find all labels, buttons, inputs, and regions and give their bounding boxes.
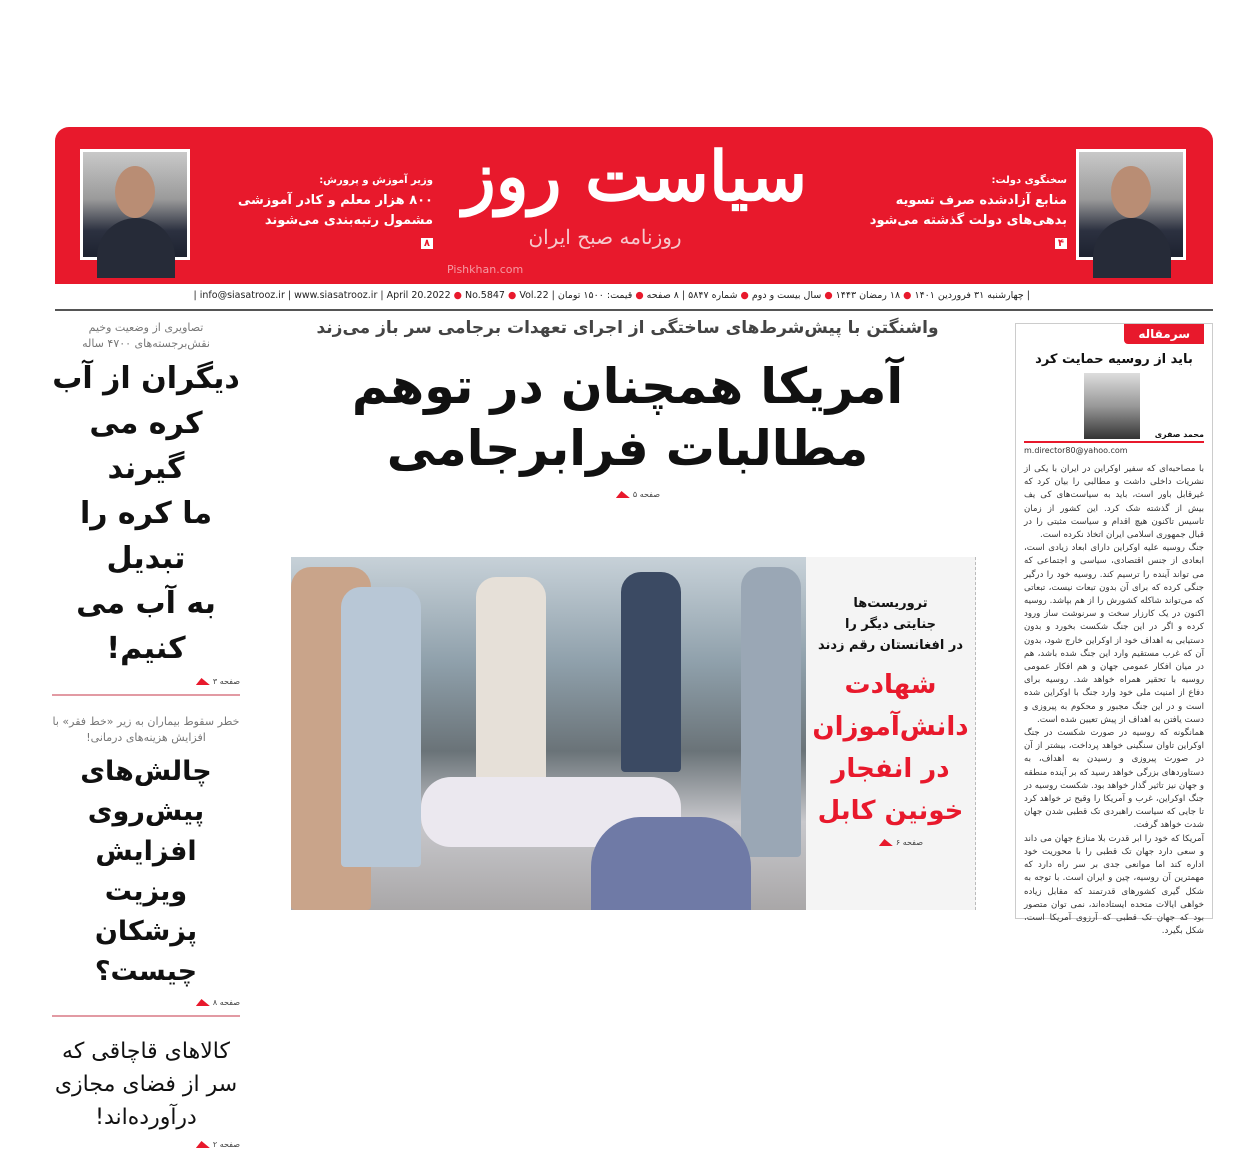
paragraph: آمریکا که خود را ابر قدرت بلا منازع جهان می داند و سعی دارد جهان تک قطبی را با محوریت خود اداره کند اما موانعی جدی بر سر راه دارد که مهمترین آن روسیه، چین و ایران است. با توجه به شکل گیری کشورهای قدرتمند که مقابل زیاده خواهی ایالات متحده ایستاده‌اند، نمی توان متصور بود که جهان تک قطبی که آرزوی آمریکا است، شکل بگیرد. <box>1024 833 1204 937</box>
price: قیمت: ۱۵۰۰ تومان <box>557 290 633 301</box>
page-ref: صفحه ۶ <box>806 838 923 847</box>
spokesman-photo <box>1076 149 1186 260</box>
page-ref: ۸ <box>421 238 433 249</box>
editorial-title[interactable]: باید از روسیه حمایت کرد <box>1035 352 1193 367</box>
main-story[interactable] <box>255 318 1000 507</box>
volume: Vol.22 <box>519 290 549 301</box>
teaser-right[interactable] <box>835 175 1067 250</box>
pages: ۸ صفحه <box>646 290 679 301</box>
triangle-icon <box>879 839 893 846</box>
date-hijri: ۱۸ رمضان ۱۴۴۳ <box>835 290 901 301</box>
date-fa: چهارشنبه ۳۱ فروردین ۱۴۰۱ <box>914 290 1024 301</box>
author-email[interactable]: m.director80@yahoo.com <box>1024 446 1128 455</box>
story-kicker: خطر سقوط بیماران به زیر «خط فقر» با افزایش هزینه‌های درمانی! <box>52 715 240 744</box>
triangle-icon <box>196 999 210 1006</box>
page-ref: صفحه ۲ <box>52 1140 240 1149</box>
photo-story-headline: شهادت دانش‌آموزان در انفجار خونین کابل <box>812 670 969 826</box>
triangle-icon <box>196 1141 210 1148</box>
masthead-banner <box>55 127 1213 284</box>
photo-story-kicker: تروریست‌ها جنایتی دیگر را در افغانستان رقم زدند <box>817 596 964 653</box>
paragraph: با مصاحبه‌ای که سفیر اوکراین در ایران با یکی از نشریات داخلی داشت و مطالبی را بیان کرد که غیرقابل باور است، باید به سیاست‌های کی یف بیش از گذشته شک کرد. این کشور از زمان تاسیس تاکنون هیچ اقدام و سیاست مثبتی را در قبال جمهوری اسلامی ایران اتخاذ نکرده است. <box>1024 464 1204 541</box>
editorial-body <box>1024 463 1204 938</box>
story-3[interactable] <box>52 1035 240 1149</box>
author-photo <box>1084 373 1140 439</box>
teaser-kicker: وزیر آموزش و پرورش: <box>319 175 433 186</box>
date-en: April 20.2022 <box>386 290 451 301</box>
teaser-left[interactable] <box>201 175 433 250</box>
teaser-kicker: سخنگوی دولت: <box>991 175 1067 186</box>
editorial-column <box>1015 323 1213 937</box>
newspaper-logo <box>447 131 823 251</box>
story-1[interactable] <box>52 320 240 686</box>
paragraph: جنگ روسیه علیه اوکراین دارای ابعاد زیادی است، ابعادی از جنس اقتصادی، سیاسی و اجتماعی که می تواند آینده را ترسیم کند. روسیه خود را درگیر جنگی کرده که برای آن بدون تبعات نیست، تبعاتی که می‌تواند شاکله کشورش را از هم بپاشد. روسیه اکنون در یک کارزار سخت و سرنوشت ساز ورود کرده و اگر در این جنگ شکست بخورد و بدون دستیابی به اهداف خود از اوکراین خارج شود، بدون آن که غرب مستقیم وارد این جنگ شده باشد، هم در میان افکار عمومی جهان و هم افکار عمومی روسیه با تحقیر همراه خواهد شد. روسیه برای دفاع از امنیت ملی خود وارد جنگ با اوکراین شده است و در این جنگ مجبور و محکوم به پیروزی و دست یافتن به اهداف از پیش تعیین شده است. <box>1023 543 1204 725</box>
watermark: Pishkhan.com <box>447 263 524 276</box>
photo-story[interactable] <box>806 557 976 910</box>
story-2[interactable] <box>52 714 240 1007</box>
paragraph: همانگونه که روسیه در صورت شکست در جنگ اوکراین تاوان سنگینی خواهد پرداخت، بیشتر از آن در صورت پیروزی و رسیدن به اهداف، به دستاوردهای بزرگی خواهد رسید که بر آینده منطقه و جهان نیز تاثیر گذار خواهد بود. شکست روسیه در جنگ اوکراین، غرب و آمریکا را وقیح تر خواهد کرد تا جایی که سیاست راهبردی تک قطبی شدن جهان شدت خواهد گرفت. <box>1024 728 1204 831</box>
year: سال بیست و دوم <box>751 290 822 301</box>
story-kicker: تصاویری از وضعیت وخیم نقش‌برجسته‌های ۴۷۰۰ ساله <box>82 321 210 350</box>
main-headline: آمریکا همچنان در توهم مطالبات فرابرجامی <box>351 358 904 477</box>
teaser-headline: منابع آزادشده صرف تسویه <box>895 193 1067 208</box>
logo-subtitle: روزنامه صبح ایران <box>528 225 682 249</box>
author-name: محمد صفری <box>1154 430 1204 439</box>
minister-photo <box>80 149 190 260</box>
teaser-headline: بدهی‌های دولت گذشته می‌شود <box>869 213 1067 228</box>
page-ref: صفحه ۸ <box>52 998 240 1007</box>
issue: شماره ۵۸۴۷ <box>688 290 738 301</box>
teaser-headline: ۸۰۰ هزار معلم و کادر آموزشی <box>237 193 433 208</box>
issue-en: No.5847 <box>465 290 505 301</box>
triangle-icon <box>196 678 210 685</box>
story-headline: کالاهای قاچاقی که سر از فضای مجازی درآورده‌اند! <box>54 1039 238 1130</box>
page-ref: صفحه ۵ <box>255 490 660 499</box>
website-link[interactable]: www.siasatrooz.ir <box>294 290 378 301</box>
kabul-blast-photo <box>291 557 806 910</box>
page-ref: صفحه ۳ <box>52 677 240 686</box>
story-headline: چالش‌های پیش‌روی افزایش ویزیت پزشکان چیست؟ <box>80 756 212 987</box>
email-link[interactable]: info@siasatrooz.ir <box>199 290 285 301</box>
left-column <box>52 320 240 1157</box>
story-headline: دیگران از آب کره می گیرند ما کره را تبدیل به آب می کنیم! <box>52 361 240 666</box>
divider <box>55 309 1213 311</box>
logo-name: سیاست روز <box>462 137 808 217</box>
divider <box>52 1015 240 1017</box>
triangle-icon <box>616 491 630 498</box>
main-kicker: واشنگتن با پیش‌شرط‌های ساختگی از اجرای تعهدات برجامی سر باز می‌زند <box>316 318 939 338</box>
author-block <box>1024 373 1204 443</box>
date-bar: | چهارشنبه ۳۱ فروردین ۱۴۰۱ ● ۱۸ رمضان ۱۴۴۳ ● سال بیست و دوم ● شماره ۵۸۴۷ | ۸ صفحه ● قیمت: ۱۵۰۰ تومان | info@siasatrooz.ir | www.siasatrooz.ir | April 20.2022 ● No.5847 ● Vol.22 | <box>193 290 1030 301</box>
divider <box>52 694 240 696</box>
teaser-headline: مشمول رتبه‌بندی می‌شوند <box>264 213 433 228</box>
page-ref: ۴ <box>1055 238 1067 249</box>
editorial-tag: سرمقاله <box>1124 324 1204 344</box>
